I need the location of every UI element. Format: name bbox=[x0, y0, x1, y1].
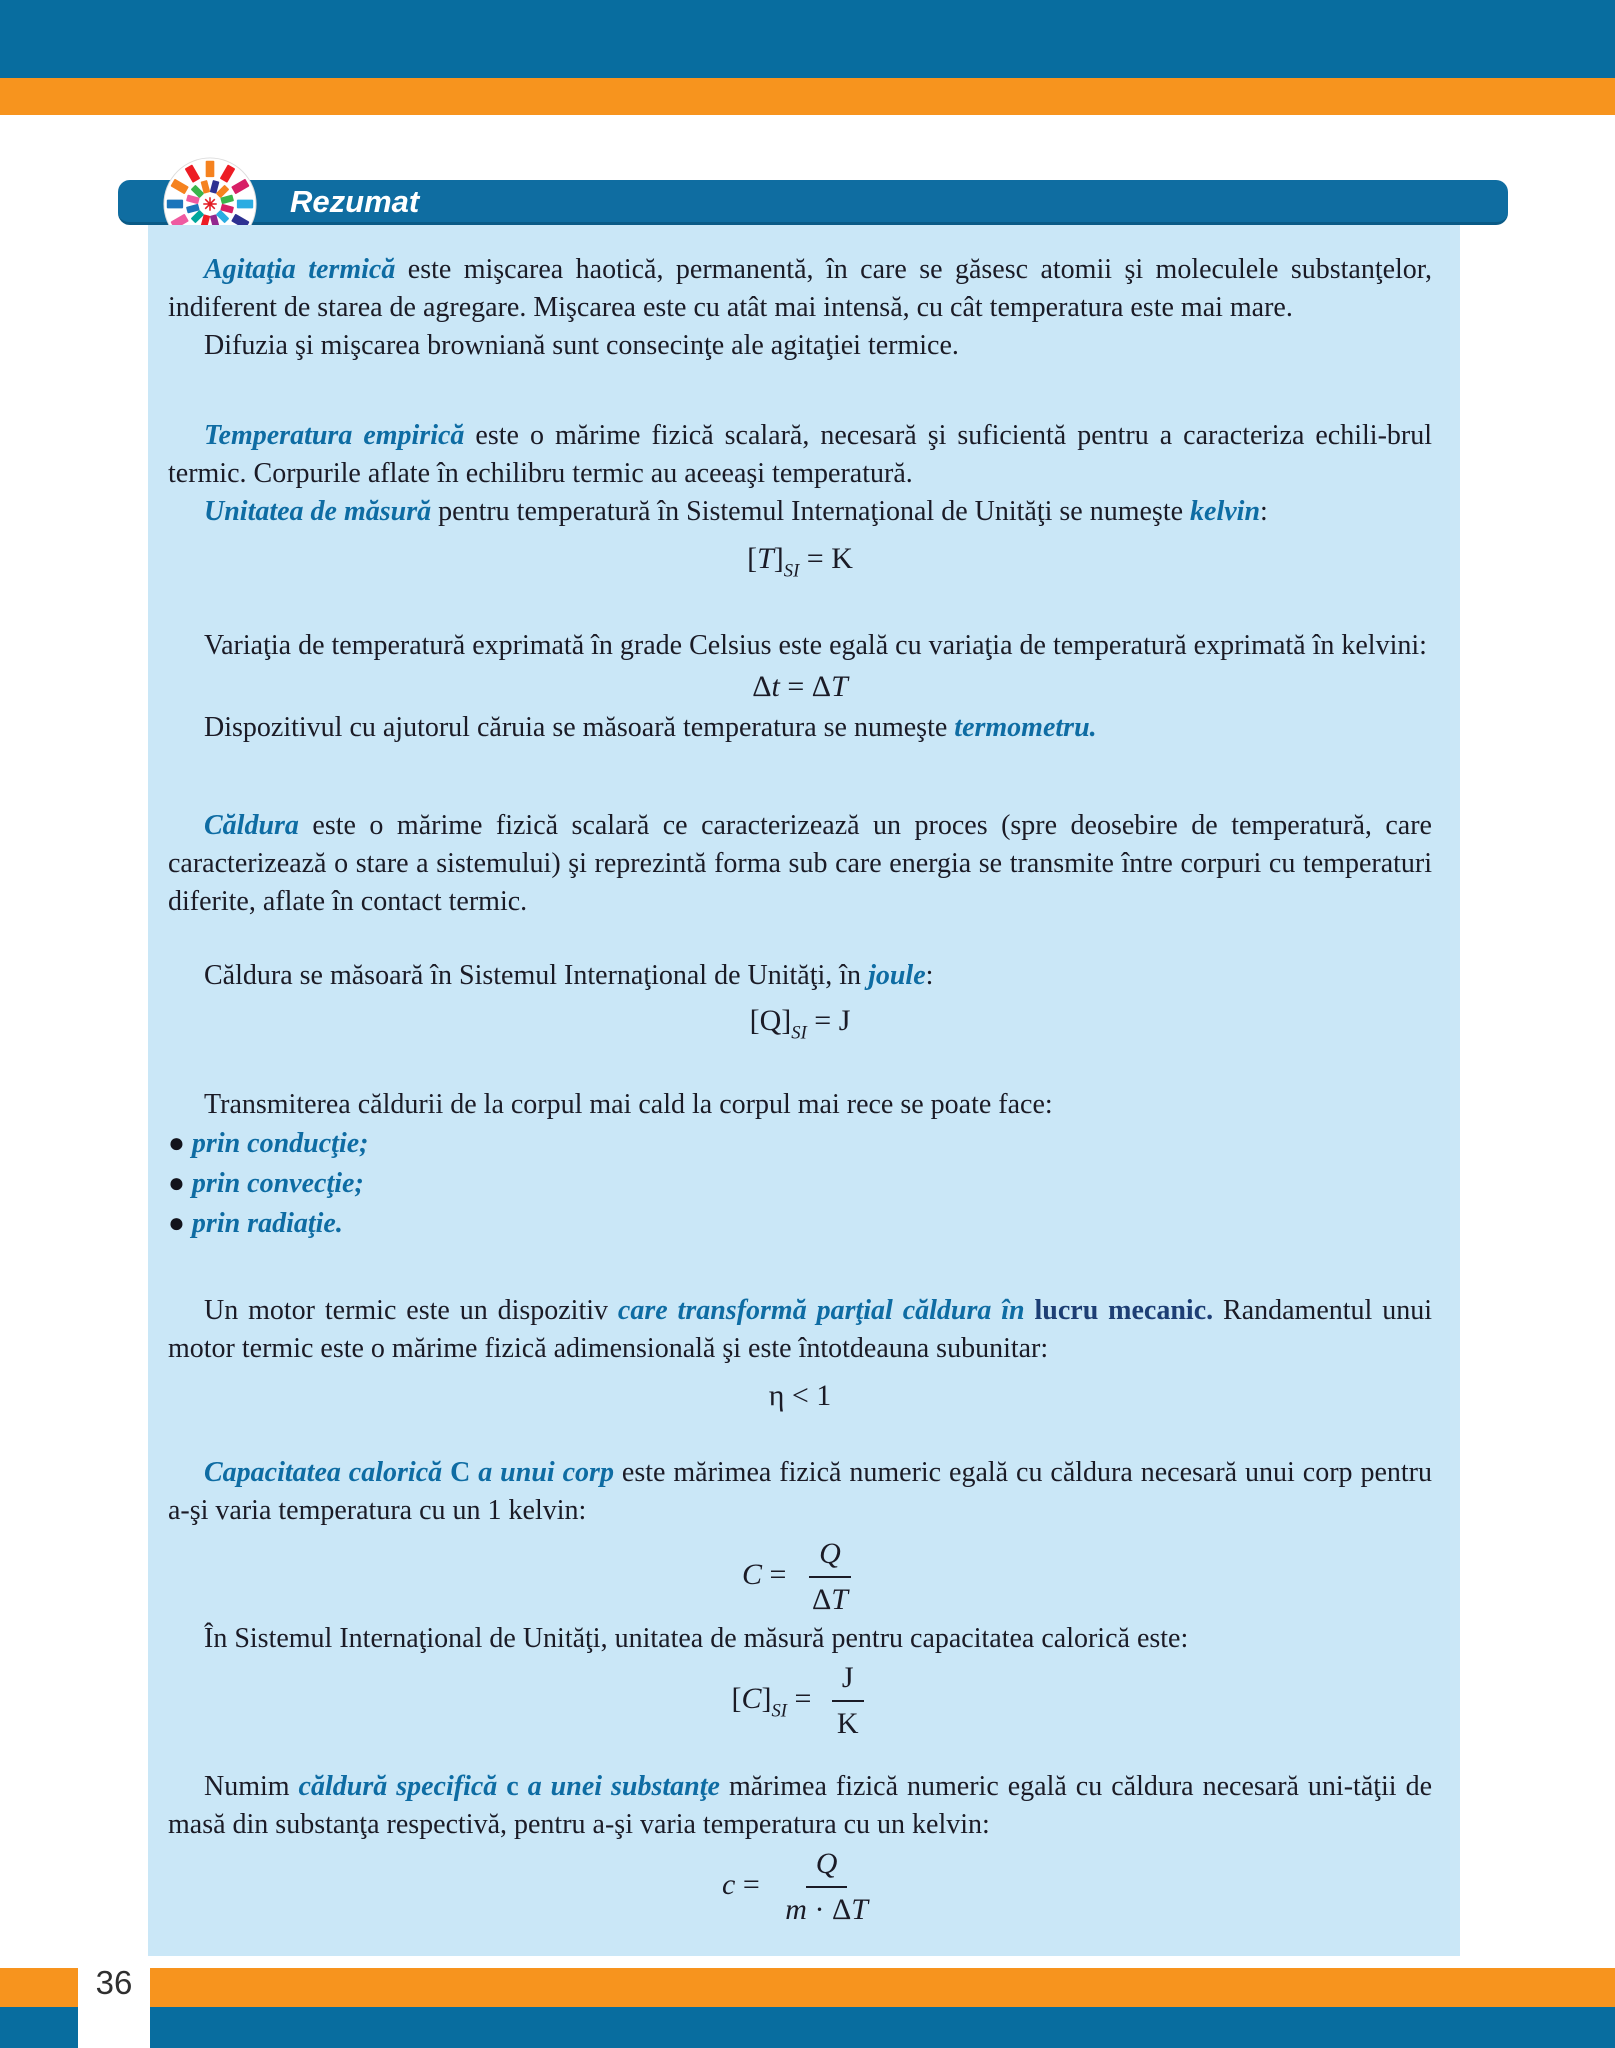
top-orange-bar bbox=[0, 78, 1615, 115]
paragraph-dispozitiv-termometru: Dispozitivul cu ajutorul căruia se măsoară temperatura se numeşte termometru. bbox=[204, 712, 1097, 744]
paragraph-unitatea-de-masura: Unitatea de măsură pentru temperatură în Sistemul Internaţional de Unităţi se numeşte kelvin: bbox=[204, 496, 1268, 527]
paragraph-caldura-unitate: Căldura se măsoară în Sistemul Internaţional de Unităţi, în joule: bbox=[204, 960, 934, 992]
fraction-denominator: K bbox=[836, 1706, 859, 1740]
formula-capacitate-calorica bbox=[168, 1534, 1432, 1620]
paragraph-caldura-specifica: Numim căldură specifică c a unei substanţe mărimea fizică numeric egală cu căldura necesară uni-tăţii de masă din substanţa respectivă, pentru a-şi varia temperatura cu un kelvin: bbox=[168, 1770, 1432, 1840]
paragraph-motor-termic: Un motor termic este un dispozitiv care transformă parţial căldura în lucru mecanic. Randamentul unui motor termic este o mărime fizică adimensională şi este întotdeauna subunitar: bbox=[168, 1294, 1432, 1364]
formula-lhs: C = bbox=[742, 1557, 794, 1591]
formula-joule-unit: $[Q]_{SI} = J$ bbox=[749, 1004, 851, 1044]
summary-content-panel bbox=[148, 225, 1460, 1956]
fraction-numerator: Q bbox=[806, 1844, 848, 1888]
summary-header-bar bbox=[118, 180, 1508, 225]
formula-kelvin-unit: $[T]_{SI} = K$ bbox=[747, 542, 853, 582]
page-title: Rezumat bbox=[290, 184, 420, 219]
paragraph-agitatia-termica: Agitaţia termică este mişcarea haotică, permanentă, în care se găsesc atomii şi moleculele substanţelor, indiferent de starea de agregare. Mişcarea este cu atât mai intensă, cu cât temperatura este mai mare. bbox=[168, 254, 1433, 323]
bullet-prin-radiatie: ● prin radiaţie. bbox=[168, 1207, 343, 1239]
fraction-numerator: Q bbox=[809, 1534, 851, 1578]
fraction-denominator: ΔT bbox=[811, 1582, 848, 1616]
page-number-box bbox=[78, 1960, 150, 2048]
paragraph-transmiterea-caldurii: Transmiterea căldurii de la corpul mai cald la corpul mai rece se poate face: bbox=[204, 1088, 1053, 1120]
bullet-prin-conductie: ● prin conducţie; bbox=[168, 1127, 369, 1159]
bottom-orange-bar bbox=[0, 1968, 1615, 2007]
paragraph-difuzia: Difuzia şi mişcarea browniană sunt consecinţe ale agitaţiei termice. bbox=[204, 330, 959, 361]
formula-lhs: c = bbox=[722, 1867, 768, 1901]
fraction-numerator: J bbox=[832, 1658, 864, 1702]
formula-caldura-specifica bbox=[168, 1844, 1432, 1930]
formula-randament-subunitar: η < 1 bbox=[768, 1378, 832, 1412]
paragraph-temperatura-empirica: Temperatura empirică este o mărime fizică scalară, necesară şi suficientă pentru a caracteriza echili-brul termic. Corpurile aflate în echilibru termic au aceeaşi temperatură. bbox=[168, 420, 1432, 489]
bullet-prin-convectie: ● prin convecţie; bbox=[168, 1167, 364, 1199]
fraction-denominator: m · ΔT bbox=[785, 1892, 868, 1926]
bottom-blue-bar bbox=[0, 2007, 1615, 2048]
paragraph-caldura: Căldura este o mărime fizică scalară ce caracterizează un proces (spre deosebire de temperatură, care caracterizează o stare a sistemului) şi reprezintă forma sub care energia se transmite între corpuri cu temperaturi diferite, aflate în contact termic. bbox=[168, 810, 1432, 918]
formula-unitate-capacitate bbox=[168, 1658, 1432, 1744]
formula-delta-t: Δt = ΔT bbox=[752, 670, 848, 704]
paragraph-variatia-temperatura: Variaţia de temperatură exprimată în grade Celsius este egală cu variaţia de temperatură exprimată în kelvini: bbox=[204, 630, 1427, 662]
formula-lhs: $[C]_{SI}$ = bbox=[731, 1681, 819, 1721]
top-blue-bar bbox=[0, 0, 1615, 78]
paragraph-unitate-capacitate: În Sistemul Internaţional de Unităţi, unitatea de măsură pentru capacitatea calorică este: bbox=[204, 1622, 1189, 1654]
page-number: 36 bbox=[95, 1964, 133, 2001]
paragraph-capacitatea-calorica: Capacitatea calorică C a unui corp este mărimea fizică numeric egală cu căldura necesară unui corp pentru a-şi varia temperatura cu un 1 kelvin: bbox=[168, 1456, 1432, 1526]
